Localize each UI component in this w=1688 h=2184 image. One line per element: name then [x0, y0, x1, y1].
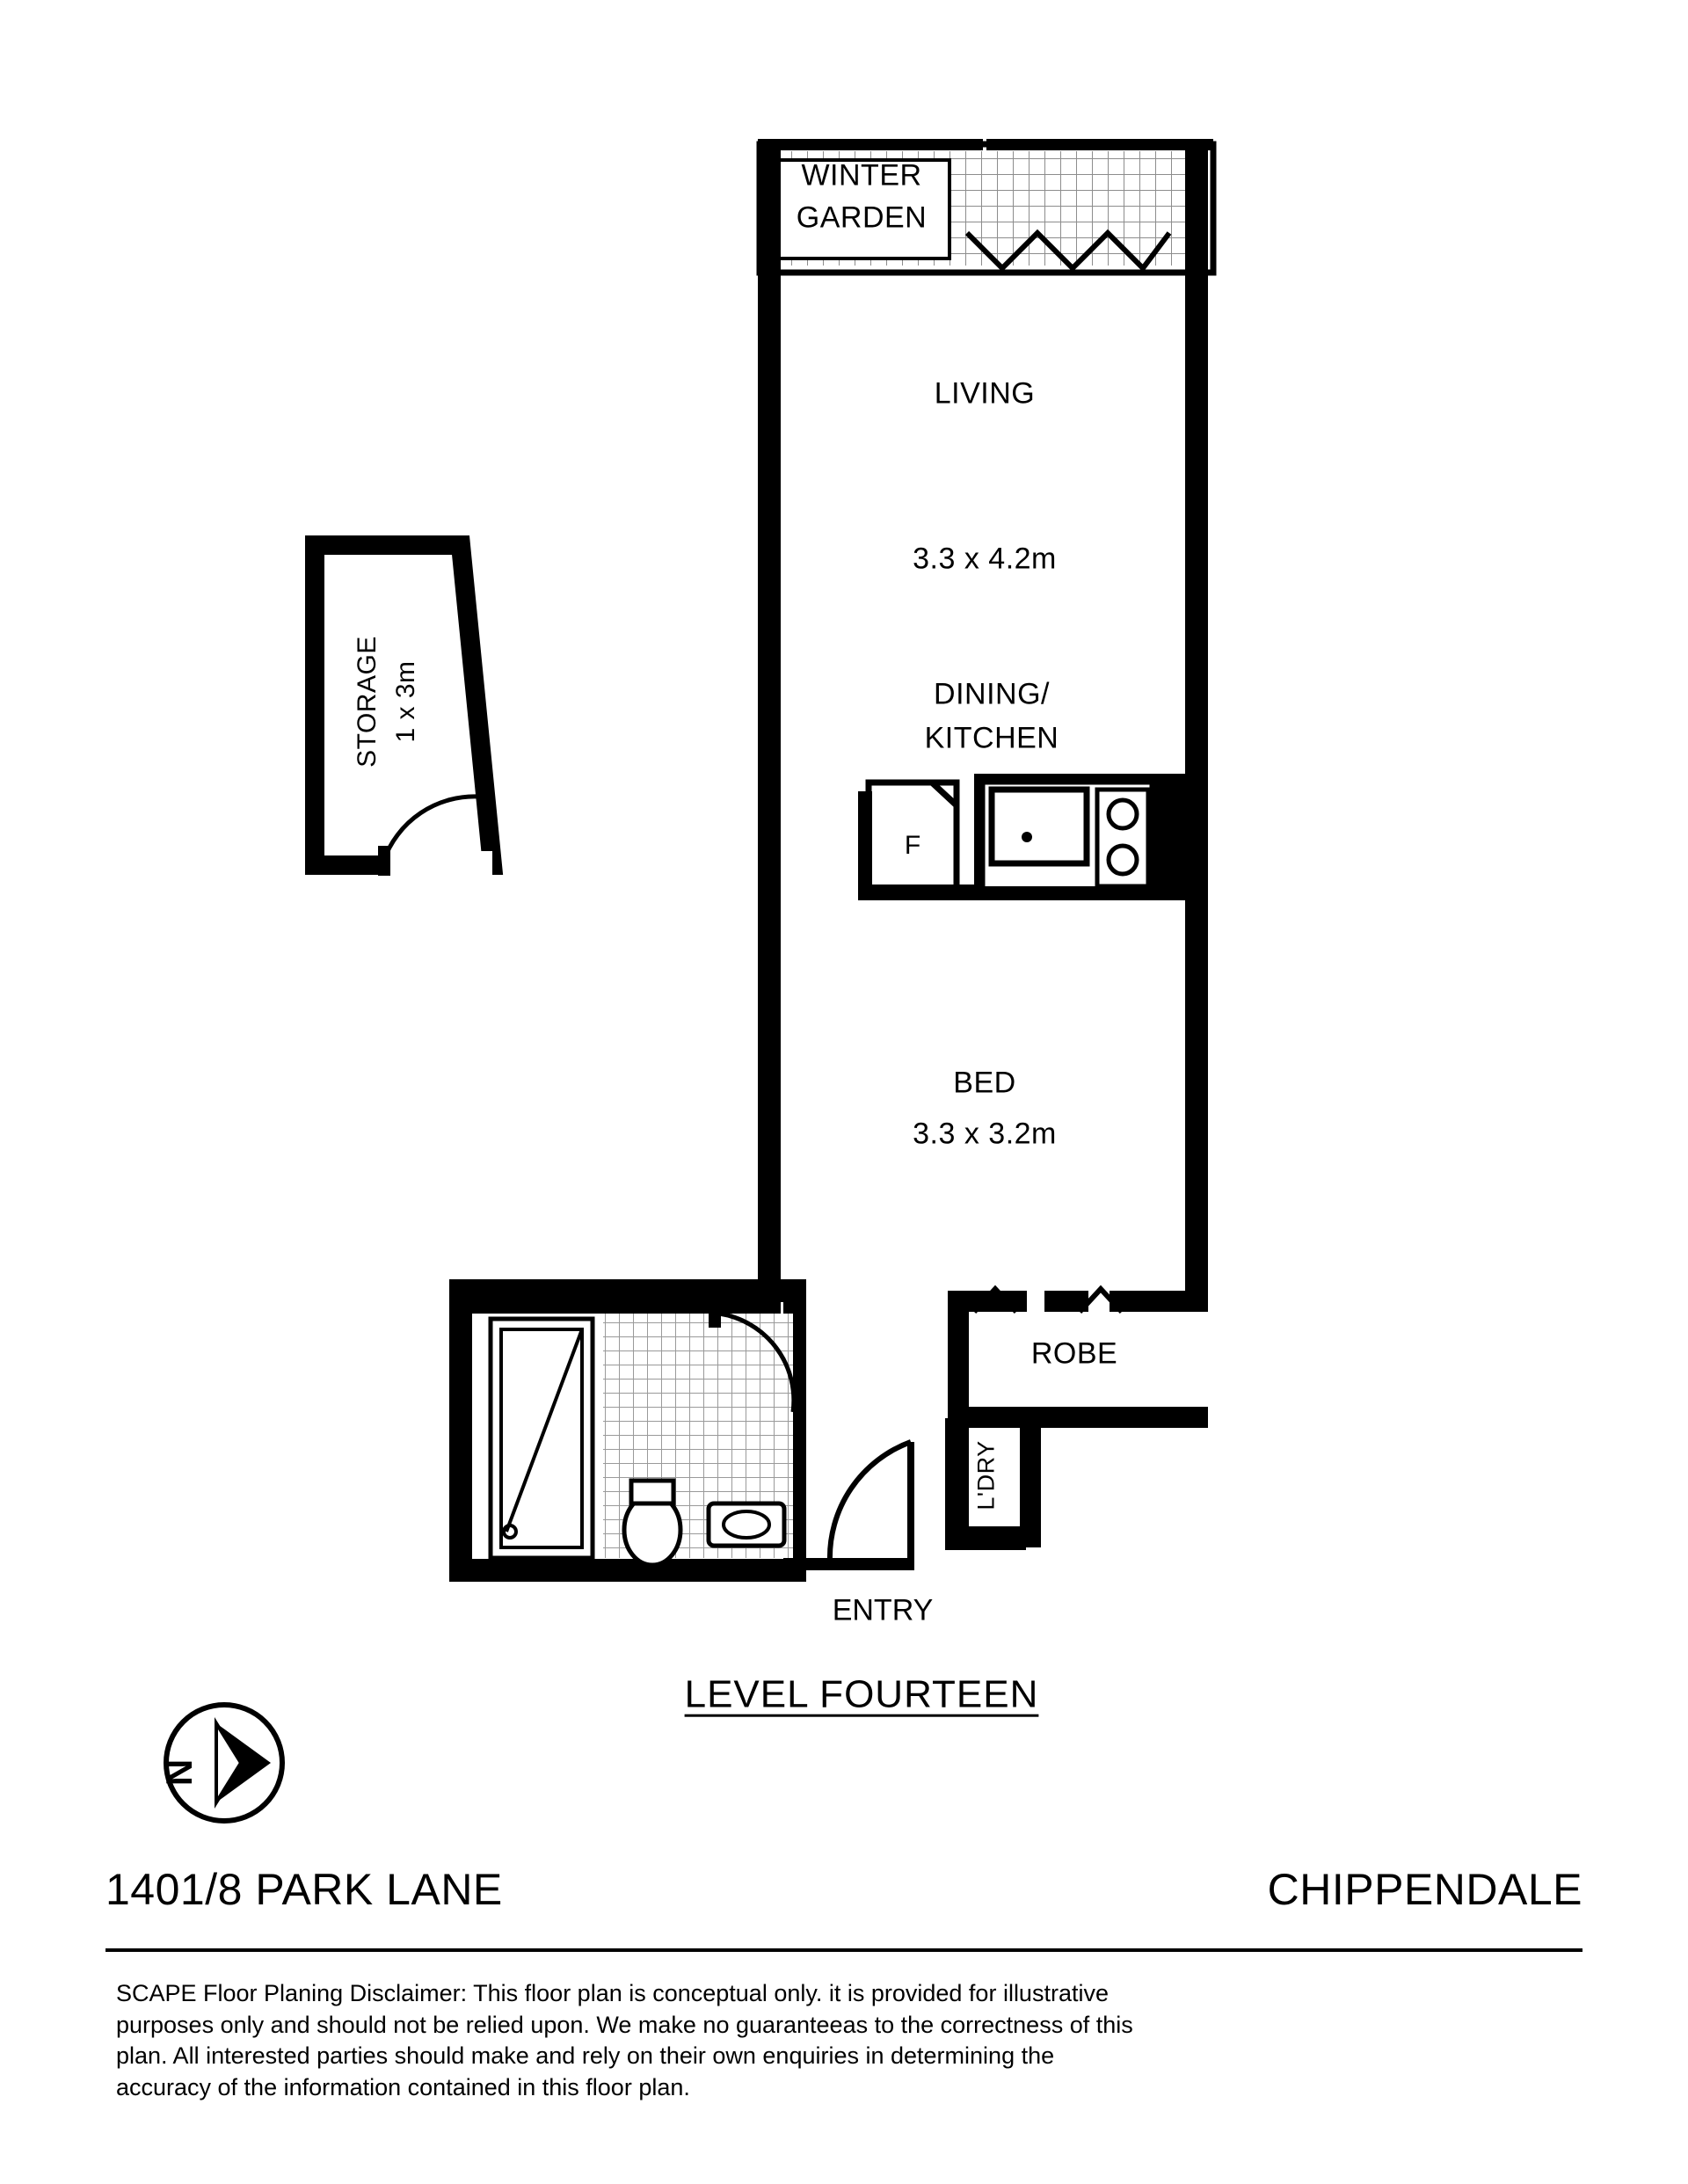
storage-dimensions: 1 x 3m: [390, 660, 420, 743]
bed-dimensions: 3.3 x 3.2m: [913, 1117, 1057, 1151]
storage-label: STORAGE: [352, 636, 382, 768]
level-title: LEVEL FOURTEEN: [684, 1672, 1039, 1716]
winter-garden-label-line1: WINTER: [801, 158, 922, 193]
divider: [106, 1948, 1582, 1952]
address-row: [106, 1864, 1582, 1943]
bed-label: BED: [953, 1066, 1016, 1100]
compass-north-icon: [158, 1697, 290, 1829]
bathroom-area: [461, 1291, 795, 1570]
entry-door: [791, 1442, 914, 1570]
dining-kitchen-label-line2: KITCHEN: [924, 721, 1059, 755]
entry-label: ENTRY: [832, 1593, 934, 1627]
robe-label: ROBE: [1030, 1336, 1118, 1371]
fridge-label: F: [904, 830, 921, 860]
svg-text:N: N: [158, 1758, 200, 1787]
living-label: LIVING: [934, 376, 1036, 411]
laundry-label: L'DRY: [972, 1440, 1000, 1511]
dining-kitchen-label-line1: DINING/: [934, 677, 1050, 711]
address-unit: 1401/8 PARK LANE: [106, 1865, 503, 1914]
disclaimer-text: SCAPE Floor Planing Disclaimer: This floor plan is conceptual only. it is provided for illustrative purposes only and should not be relied upon. We make no guaranteeas to the correctness of this plan. All interested parties should make and rely on their own enquiries in determining the accuracy of the information contained in this floor plan.: [116, 1980, 1133, 2100]
address-suburb: CHIPPENDALE: [1267, 1865, 1582, 1914]
winter-garden-label-line2: GARDEN: [796, 200, 928, 235]
living-dimensions: 3.3 x 4.2m: [913, 542, 1057, 576]
